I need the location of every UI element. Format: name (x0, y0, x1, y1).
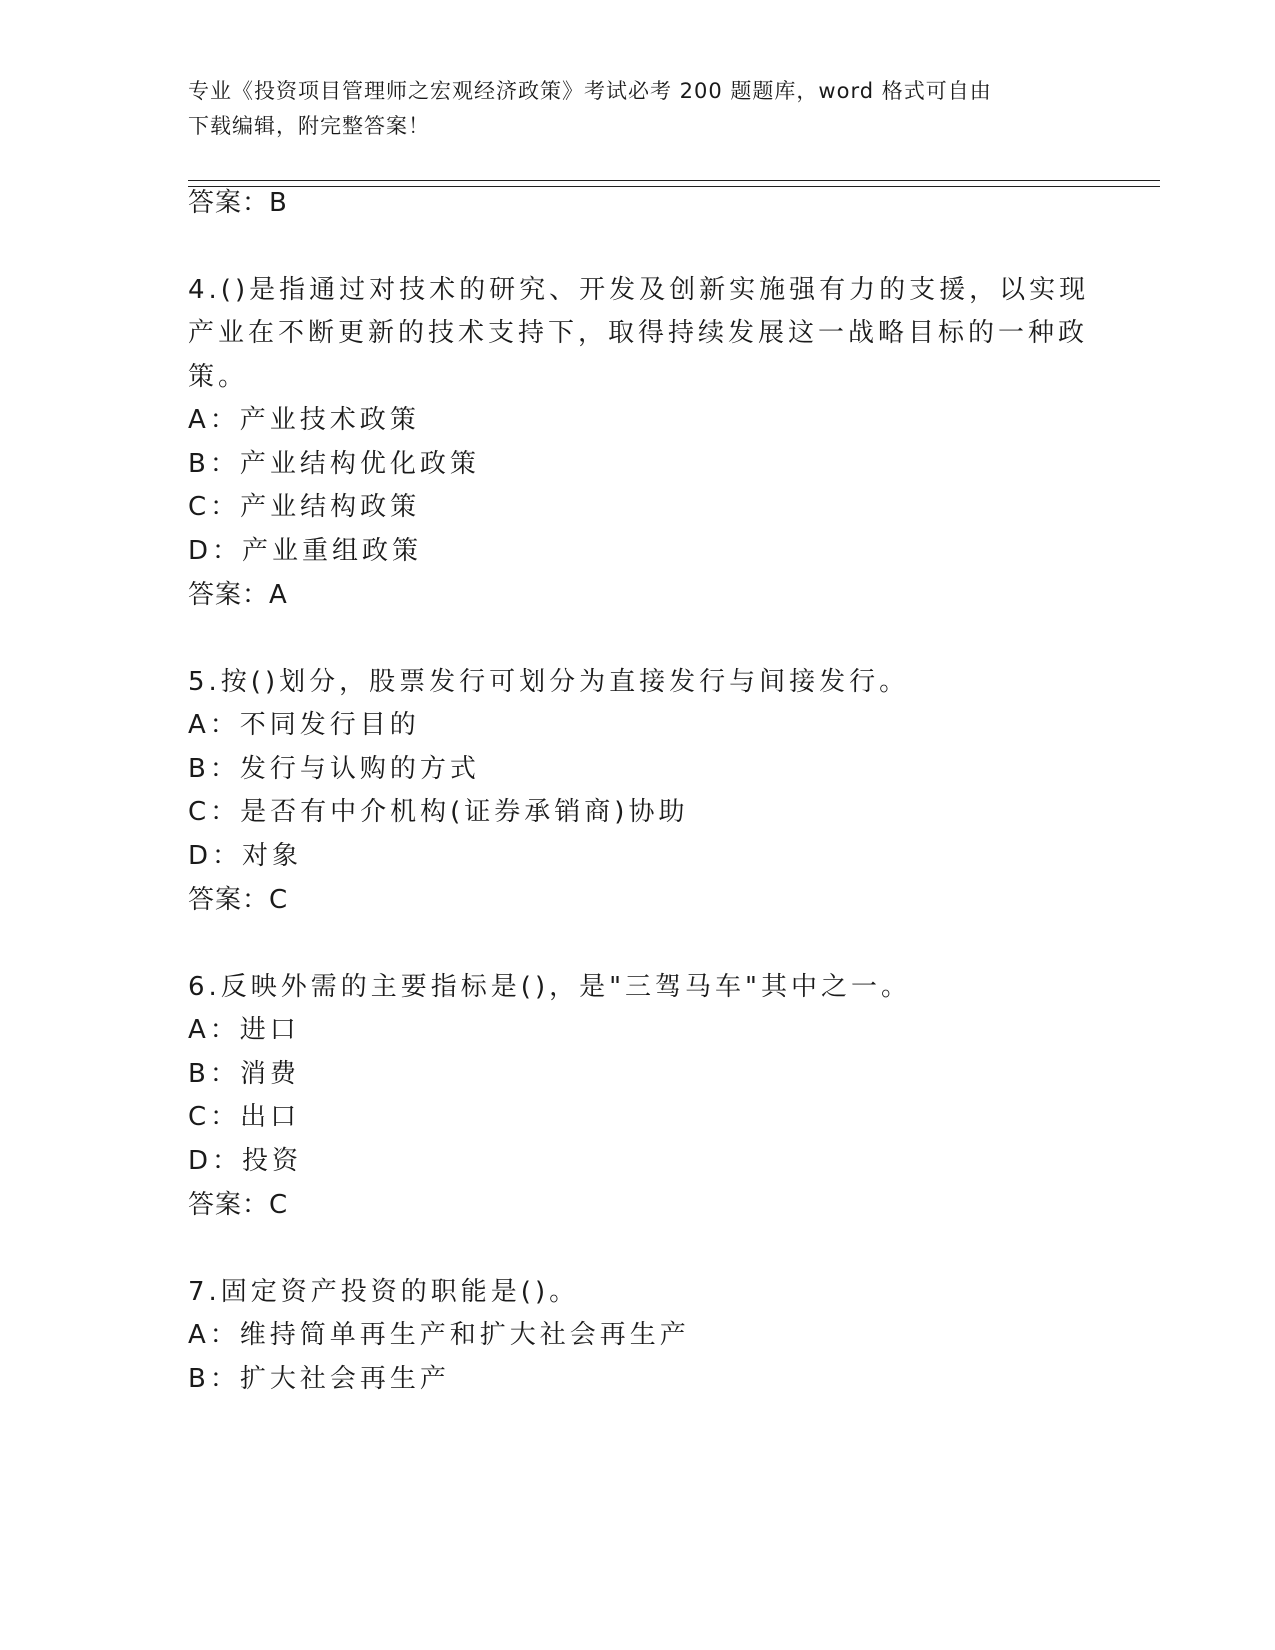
q5-option-b: B：发行与认购的方式 (188, 754, 480, 784)
q5-option-c: C：是否有中介机构(证券承销商)协助 (188, 797, 689, 827)
q4-stem-line-3: 策。 (188, 362, 249, 392)
q4-option-d: D：产业重组政策 (188, 536, 423, 566)
q6-option-b: B：消费 (188, 1059, 300, 1089)
document-header (188, 74, 1068, 144)
q7-option-b: B：扩大社会再生产 (188, 1364, 450, 1394)
q4-option-b: B：产业结构优化政策 (188, 449, 480, 479)
header-line-2: 下载编辑，附完整答案！ (188, 114, 430, 138)
q4-stem-line-1: 4.()是指通过对技术的研究、开发及创新实施强有力的支援，以实现 (188, 275, 1090, 305)
header-line-1: 专业《投资项目管理师之宏观经济政策》考试必考 200 题题库，word 格式可自由 (188, 79, 992, 103)
q6-option-c: C：出口 (188, 1102, 301, 1132)
prev-answer: 答案：B (188, 188, 288, 218)
header-rule-top (188, 180, 1160, 181)
q6-stem-line-1: 6.反映外需的主要指标是()，是"三驾马车"其中之一。 (188, 972, 912, 1002)
q4-stem-line-2: 产业在不断更新的技术支持下，取得持续发展这一战略目标的一种政 (188, 318, 1089, 348)
q6-option-d: D：投资 (188, 1146, 303, 1176)
q7-stem-line-1: 7.固定资产投资的职能是()。 (188, 1277, 580, 1307)
q4-option-a: A：产业技术政策 (188, 405, 420, 435)
q5-stem-line-1: 5.按()划分，股票发行可划分为直接发行与间接发行。 (188, 667, 910, 697)
q7-option-a: A：维持简单再生产和扩大社会再生产 (188, 1320, 690, 1350)
q5-option-d: D：对象 (188, 841, 303, 871)
q5-answer: 答案：C (188, 885, 289, 915)
header-rule-bottom (188, 186, 1160, 187)
q4-option-c: C：产业结构政策 (188, 492, 421, 522)
q5-option-a: A：不同发行目的 (188, 710, 420, 740)
q6-option-a: A：进口 (188, 1015, 300, 1045)
q6-answer: 答案：C (188, 1190, 289, 1220)
q4-answer: 答案：A (188, 580, 288, 610)
